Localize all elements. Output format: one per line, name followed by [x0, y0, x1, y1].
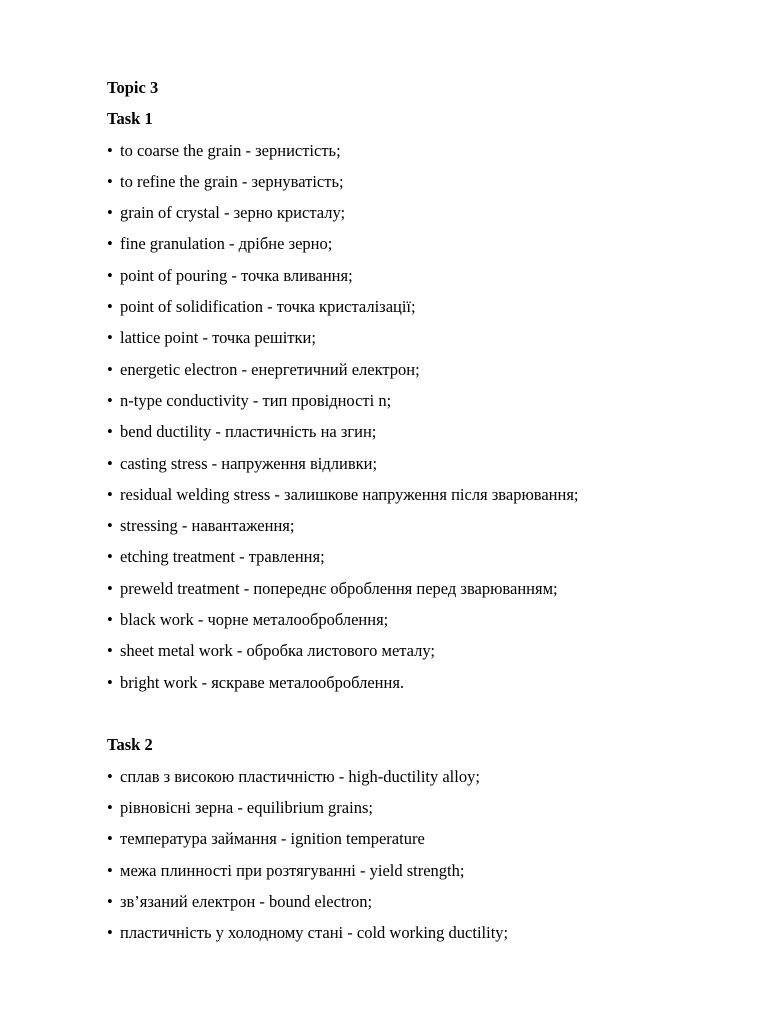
bullet-icon: •	[107, 328, 113, 348]
task2-title: Task 2	[107, 735, 153, 755]
list-item-text: point of pouring - точка вливання;	[120, 265, 353, 285]
list-item	[107, 354, 727, 385]
bullet-icon: •	[107, 547, 113, 567]
bullet-icon: •	[107, 265, 113, 285]
bullet-icon: •	[107, 203, 113, 223]
bullet-icon: •	[107, 484, 113, 504]
list-item-text: point of solidification - точка кристалізації;	[120, 297, 416, 317]
bullet-icon: •	[107, 390, 113, 410]
list-item	[107, 573, 727, 604]
list-item	[107, 792, 727, 823]
bullet-icon: •	[107, 641, 113, 661]
list-item	[107, 385, 727, 416]
bullet-icon: •	[107, 297, 113, 317]
task1-title: Task 1	[107, 109, 153, 129]
bullet-icon: •	[107, 516, 113, 536]
bullet-icon: •	[107, 798, 113, 818]
list-item	[107, 761, 727, 792]
list-item-text: energetic electron - енергетичний електрон;	[120, 359, 420, 379]
list-item	[107, 197, 727, 228]
list-item-text: etching treatment - травлення;	[120, 547, 325, 567]
list-item	[107, 416, 727, 447]
bullet-icon: •	[107, 672, 113, 692]
list-item-text: preweld treatment - попереднє оброблення перед зварюванням;	[120, 578, 558, 598]
list-item-text: to refine the grain - зернуватість;	[120, 171, 344, 191]
list-item	[107, 823, 727, 854]
list-item	[107, 228, 727, 259]
list-item	[107, 448, 727, 479]
task2-list	[107, 761, 727, 949]
list-item-text: температура займання - ignition temperature	[120, 829, 425, 849]
bullet-icon: •	[107, 140, 113, 160]
list-item-text: сплав з високою пластичністю - high-ductility alloy;	[120, 766, 480, 786]
list-item	[107, 135, 727, 166]
bullet-icon: •	[107, 610, 113, 630]
list-item-text: межа плинності при розтягуванні - yield strength;	[120, 860, 465, 880]
list-item-text: stressing - навантаження;	[120, 516, 295, 536]
list-item	[107, 479, 727, 510]
topic-title: Topic 3	[107, 78, 159, 97]
bullet-icon: •	[107, 829, 113, 849]
task1-list	[107, 135, 727, 698]
list-item-text: to coarse the grain - зернистість;	[120, 140, 341, 160]
list-item-text: зв’язаний електрон - bound electron;	[120, 891, 373, 911]
bullet-icon: •	[107, 234, 113, 254]
bullet-icon: •	[107, 766, 113, 786]
list-item-text: sheet metal work - обробка листового металу;	[120, 641, 435, 661]
list-item	[107, 917, 727, 948]
list-item	[107, 291, 727, 322]
list-item	[107, 541, 727, 572]
list-item-text: пластичність у холодному стані - cold working ductility;	[120, 923, 509, 943]
list-item	[107, 322, 727, 353]
bullet-icon: •	[107, 171, 113, 191]
bullet-icon: •	[107, 578, 113, 598]
list-item-text: bright work - яскраве металооброблення.	[120, 672, 405, 692]
list-item-text: residual welding stress - залишкове напруження після зварювання;	[120, 484, 579, 504]
list-item-text: bend ductility - пластичність на згин;	[120, 422, 377, 442]
list-item-text: grain of crystal - зерно кристалу;	[120, 203, 346, 223]
list-item	[107, 166, 727, 197]
list-item	[107, 635, 727, 666]
bullet-icon: •	[107, 359, 113, 379]
bullet-icon: •	[107, 860, 113, 880]
list-item	[107, 886, 727, 917]
list-item	[107, 855, 727, 886]
bullet-icon: •	[107, 923, 113, 943]
bullet-icon: •	[107, 422, 113, 442]
bullet-icon: •	[107, 891, 113, 911]
list-item	[107, 510, 727, 541]
document-page	[107, 72, 727, 949]
bullet-icon: •	[107, 453, 113, 473]
list-item	[107, 667, 727, 698]
list-item-text: n-type conductivity - тип провідності n;	[120, 390, 392, 410]
list-item-text: рівновісні зерна - equilibrium grains;	[120, 798, 373, 818]
list-item-text: casting stress - напруження відливки;	[120, 453, 378, 473]
list-item	[107, 260, 727, 291]
list-item-text: lattice point - точка решітки;	[120, 328, 316, 348]
list-item-text: black work - чорне металооброблення;	[120, 610, 389, 630]
list-item	[107, 604, 727, 635]
list-item-text: fine granulation - дрібне зерно;	[120, 234, 333, 254]
section-spacer	[107, 698, 727, 730]
